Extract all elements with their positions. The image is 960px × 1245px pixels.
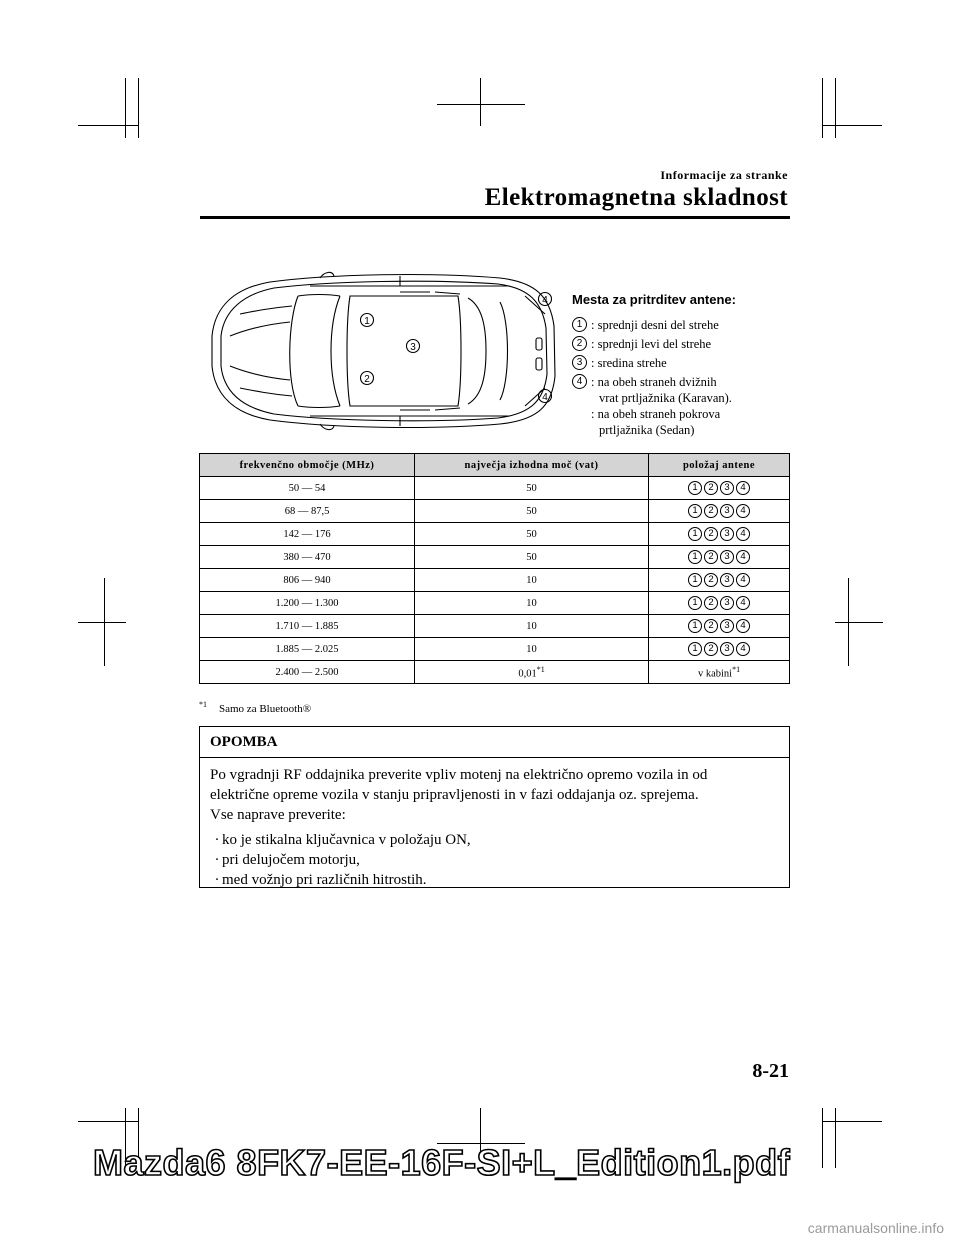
table-row — [200, 569, 790, 592]
cell-range: 2.400 ― 2.500 — [200, 661, 415, 684]
bullet-icon: · — [214, 852, 220, 868]
table-row — [200, 592, 790, 615]
antenna-position-circles — [688, 642, 750, 656]
antenna-position-circles — [688, 527, 750, 541]
table-row — [200, 523, 790, 546]
number-circle-icon: 1 — [572, 317, 587, 332]
cell-position — [649, 500, 790, 523]
number-circle-icon: 3 — [720, 527, 734, 541]
list-item: · ko je stikalna ključavnica v položaju ON, — [210, 830, 779, 850]
number-circle-icon: 1 — [688, 642, 702, 656]
number-circle-icon: 4 — [736, 642, 750, 656]
legend-title: Mesta za pritrditev antene: — [572, 292, 736, 307]
number-circle-icon: 3 — [720, 504, 734, 518]
cell-power: 10 — [415, 638, 649, 661]
number-circle-icon: 3 — [720, 573, 734, 587]
antenna-position-circles — [688, 573, 750, 587]
number-circle-icon: 4 — [736, 596, 750, 610]
cell-range: 806 ― 940 — [200, 569, 415, 592]
number-circle-icon: 1 — [688, 504, 702, 518]
number-circle-icon: 4 — [736, 504, 750, 518]
antenna-position-circles — [688, 550, 750, 564]
note-box — [199, 726, 790, 888]
cell-position — [649, 523, 790, 546]
note-paragraph: Po vgradnji RF oddajnika preverite vpliv motenj na električno opremo vozila in od električne opreme vozila v stanju pripravljenosti in v fazi oddajanja oz. sprejema. — [210, 767, 708, 803]
column-header: frekvenčno območje (MHz) — [200, 454, 415, 477]
car-top-view-illustration — [200, 266, 565, 436]
note-body — [200, 758, 789, 897]
number-circle-icon: 2 — [704, 642, 718, 656]
antenna-position-circles — [688, 481, 750, 495]
cell-power: 50 — [415, 500, 649, 523]
legend-item: 1 : sprednji desni del strehe — [572, 317, 792, 333]
cell-power: 0,01$^{*1}$ — [415, 661, 649, 684]
cell-position — [649, 592, 790, 615]
legend-item: 4 : na obeh straneh dvižnih — [572, 374, 792, 390]
number-circle-icon: 2 — [704, 527, 718, 541]
list-item: · pri delujočem motorju, — [210, 850, 779, 870]
antenna-position-circles — [688, 504, 750, 518]
cell-position — [649, 569, 790, 592]
note-bullet-list — [210, 830, 779, 890]
watermark: carmanualsonline.info — [807, 1220, 944, 1236]
cell-range: 1.710 ― 1.885 — [200, 615, 415, 638]
number-circle-icon: 3 — [720, 642, 734, 656]
number-circle-icon: 4 — [572, 374, 587, 389]
table-row — [200, 615, 790, 638]
column-header: največja izhodna moč (vat) — [415, 454, 649, 477]
number-circle-icon: 3 — [720, 481, 734, 495]
number-circle-icon: 1 — [688, 550, 702, 564]
note-intro: Vse naprave preverite: — [210, 807, 346, 823]
page-title: Elektromagnetna skladnost — [484, 184, 788, 211]
number-circle-icon: 1 — [688, 481, 702, 495]
number-circle-icon: 3 — [720, 619, 734, 633]
page-number: 8-21 — [752, 1060, 789, 1082]
legend-item: 2 : sprednji levi del strehe — [572, 336, 792, 352]
legend-item: 3 : sredina strehe — [572, 355, 792, 371]
number-circle-icon: 4 — [736, 573, 750, 587]
cell-range: 380 ― 470 — [200, 546, 415, 569]
cell-power: 10 — [415, 615, 649, 638]
number-circle-icon: 2 — [704, 596, 718, 610]
number-circle-icon: 2 — [572, 336, 587, 351]
number-circle-icon: 4 — [736, 481, 750, 495]
bullet-icon: · — [214, 832, 220, 848]
callout-4-top: 4 — [542, 295, 548, 306]
number-circle-icon: 1 — [688, 619, 702, 633]
table-row — [200, 500, 790, 523]
antenna-legend: Mesta za pritrditev antene: 1 : sprednji desni del strehe 2 : sprednji levi del strehe 3 : sredina strehe 4 : na obeh straneh dvižnih vrat prtljažnika (Karavan). : na obeh straneh pokrova prtljažnika (Sedan) — [572, 292, 792, 438]
table-header-row — [200, 454, 790, 477]
table-row — [200, 661, 790, 684]
callout-4-bottom: 4 — [542, 392, 548, 403]
cell-range: 1.200 ― 1.300 — [200, 592, 415, 615]
cell-range: 50 ― 54 — [200, 477, 415, 500]
number-circle-icon: 1 — [688, 596, 702, 610]
cell-position — [649, 477, 790, 500]
number-circle-icon: 1 — [688, 573, 702, 587]
callout-2: 2 — [364, 374, 370, 385]
section-label: Informacije za stranke — [660, 168, 788, 182]
number-circle-icon: 2 — [704, 550, 718, 564]
list-item: · med vožnjo pri različnih hitrostih. — [210, 870, 779, 890]
cell-power: 50 — [415, 523, 649, 546]
table-row — [200, 546, 790, 569]
cell-position — [649, 638, 790, 661]
cell-power: 10 — [415, 569, 649, 592]
cell-power: 10 — [415, 592, 649, 615]
number-circle-icon: 4 — [736, 619, 750, 633]
callout-1: 1 — [364, 316, 370, 327]
cell-range: 142 ― 176 — [200, 523, 415, 546]
number-circle-icon: 3 — [720, 596, 734, 610]
number-circle-icon: 4 — [736, 550, 750, 564]
bullet-icon: · — [214, 872, 220, 888]
cell-range: 68 ― 87,5 — [200, 500, 415, 523]
callout-3: 3 — [410, 342, 416, 353]
cell-position — [649, 546, 790, 569]
cell-power: 50 — [415, 546, 649, 569]
column-header: položaj antene — [649, 454, 790, 477]
cell-position: v kabini$^{*1}$ — [649, 661, 790, 684]
cell-position — [649, 615, 790, 638]
footnote: $^{*1}$ Samo za Bluetooth® — [199, 700, 312, 715]
number-circle-icon: 1 — [688, 527, 702, 541]
number-circle-icon: 2 — [704, 504, 718, 518]
number-circle-icon: 2 — [704, 481, 718, 495]
antenna-position-circles — [688, 619, 750, 633]
header-rule — [200, 216, 790, 219]
frequency-table — [199, 453, 790, 684]
cell-range: 1.885 ― 2.025 — [200, 638, 415, 661]
table-row — [200, 638, 790, 661]
file-name-footer: Mazda6 8FK7-EE-16F-SI+L_Edition1.pdf — [93, 1142, 791, 1183]
number-circle-icon: 3 — [720, 550, 734, 564]
number-circle-icon: 4 — [736, 527, 750, 541]
note-heading: OPOMBA — [200, 727, 789, 758]
table-row — [200, 477, 790, 500]
number-circle-icon: 3 — [572, 355, 587, 370]
antenna-position-circles — [688, 596, 750, 610]
number-circle-icon: 2 — [704, 619, 718, 633]
number-circle-icon: 2 — [704, 573, 718, 587]
cell-power: 50 — [415, 477, 649, 500]
